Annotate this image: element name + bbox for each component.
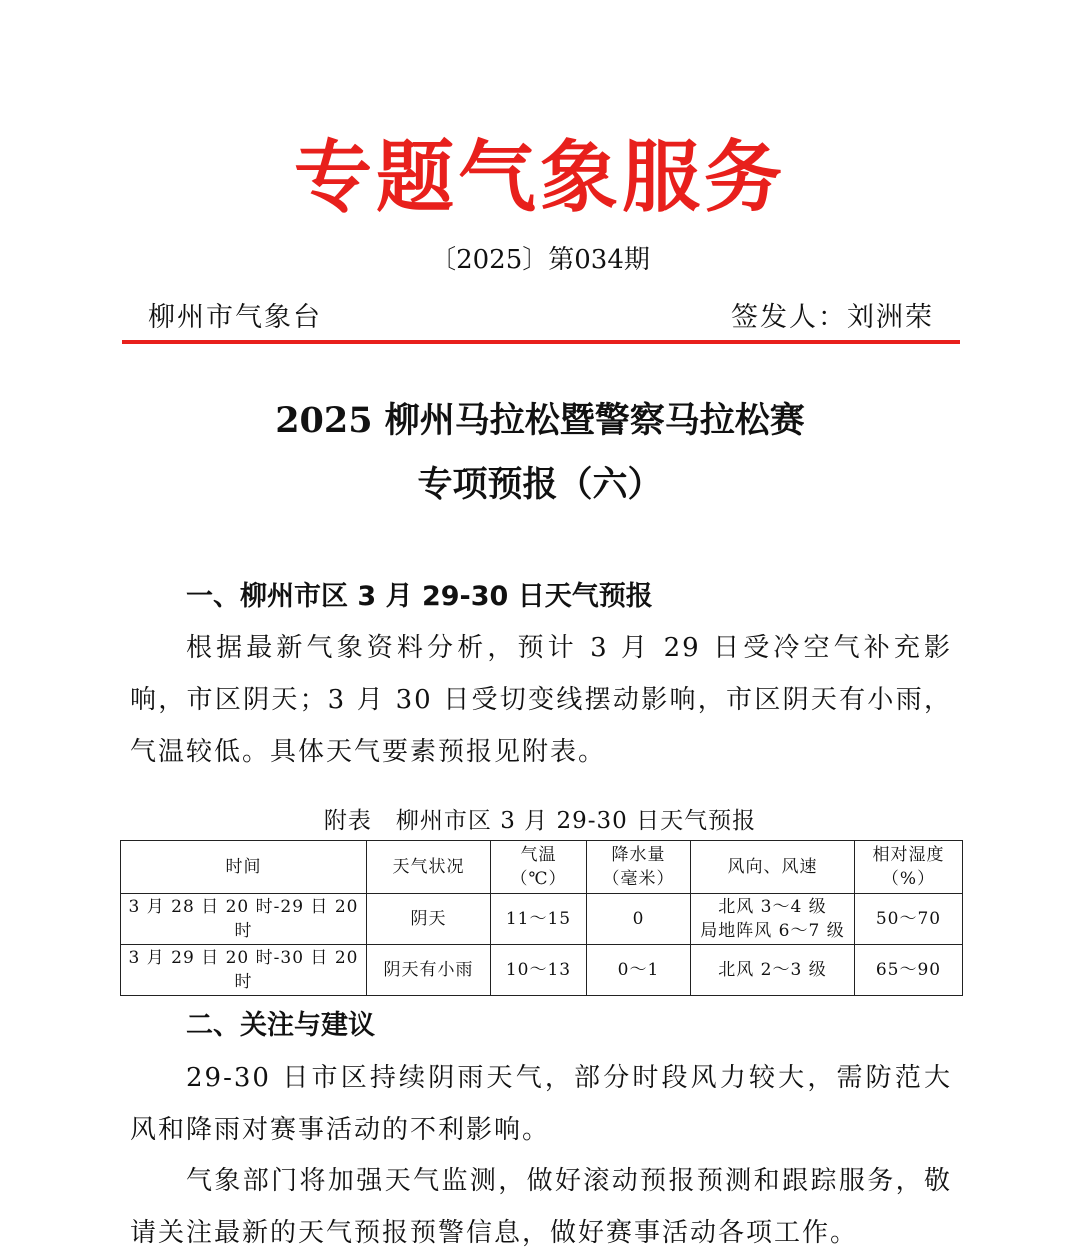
cell-temperature: 11～15 xyxy=(491,894,587,945)
section-1-heading: 一、柳州市区 3 月 29-30 日天气预报 xyxy=(186,581,653,612)
header-temperature-label: 气温 xyxy=(520,845,557,865)
cell-weather: 阴天 xyxy=(367,894,491,945)
section-2-body-1: 29-30 日市区持续阴雨天气，部分时段风力较大，需防范大风和降雨对赛事活动的不利影响。 xyxy=(130,1063,952,1145)
masthead-title: 专题气象服务 xyxy=(293,133,786,223)
cell-temperature: 10～13 xyxy=(491,945,587,996)
section-1-body: 根据最新气象资料分析，预计 3 月 29 日受冷空气补充影响，市区阴天；3 月 30 日受切变线摆动影响，市区阴天有小雨，气温较低。具体天气要素预报见附表。 xyxy=(130,633,952,767)
header-humidity-label: 相对湿度 xyxy=(872,845,945,865)
cell-precipitation: 0 xyxy=(587,894,691,945)
document-title-line-2: 专项预报（六） xyxy=(417,464,663,505)
table-row xyxy=(121,945,963,996)
cell-wind-line-2: 局地阵风 6～7 级 xyxy=(700,921,845,941)
header-precipitation xyxy=(587,841,691,894)
issue-number: 〔2025〕第034期 xyxy=(430,245,650,275)
header-precipitation-unit: （毫米） xyxy=(602,869,675,889)
table-caption: 附表 柳州市区 3 月 29-30 日天气预报 xyxy=(323,808,757,834)
section-2-body-2: 气象部门将加强天气监测，做好滚动预报预测和跟踪服务，敬请关注最新的天气预报预警信息，做好赛事活动各项工作。 xyxy=(130,1166,952,1248)
header-humidity-unit: （%） xyxy=(881,869,936,889)
header-wind: 风向、风速 xyxy=(691,841,855,894)
section-2-heading: 二、关注与建议 xyxy=(186,1010,375,1041)
header-weather: 天气状况 xyxy=(367,841,491,894)
header-precipitation-label: 降水量 xyxy=(611,845,666,865)
cell-time: 3 月 28 日 20 时-29 日 20 时 xyxy=(121,894,367,945)
cell-humidity: 50～70 xyxy=(855,894,963,945)
header-humidity xyxy=(855,841,963,894)
header-temperature xyxy=(491,841,587,894)
header-temperature-unit: （℃） xyxy=(510,869,567,889)
cell-wind: 北风 2～3 级 xyxy=(691,945,855,996)
cell-wind xyxy=(691,894,855,945)
table-header-row xyxy=(121,841,963,894)
table-row xyxy=(121,894,963,945)
forecast-table xyxy=(120,840,963,996)
header-time: 时间 xyxy=(121,841,367,894)
cell-humidity: 65～90 xyxy=(855,945,963,996)
cell-wind-line-1: 北风 3～4 级 xyxy=(718,897,827,917)
document-title-line-1: 2025 柳州马拉松暨警察马拉松赛 xyxy=(275,400,805,441)
cell-time: 3 月 29 日 20 时-30 日 20 时 xyxy=(121,945,367,996)
issuing-organization: 柳州市气象台 xyxy=(148,302,322,333)
cell-weather: 阴天有小雨 xyxy=(367,945,491,996)
signer: 签发人：刘洲荣 xyxy=(731,302,934,333)
red-divider-rule xyxy=(122,340,960,344)
cell-precipitation: 0～1 xyxy=(587,945,691,996)
